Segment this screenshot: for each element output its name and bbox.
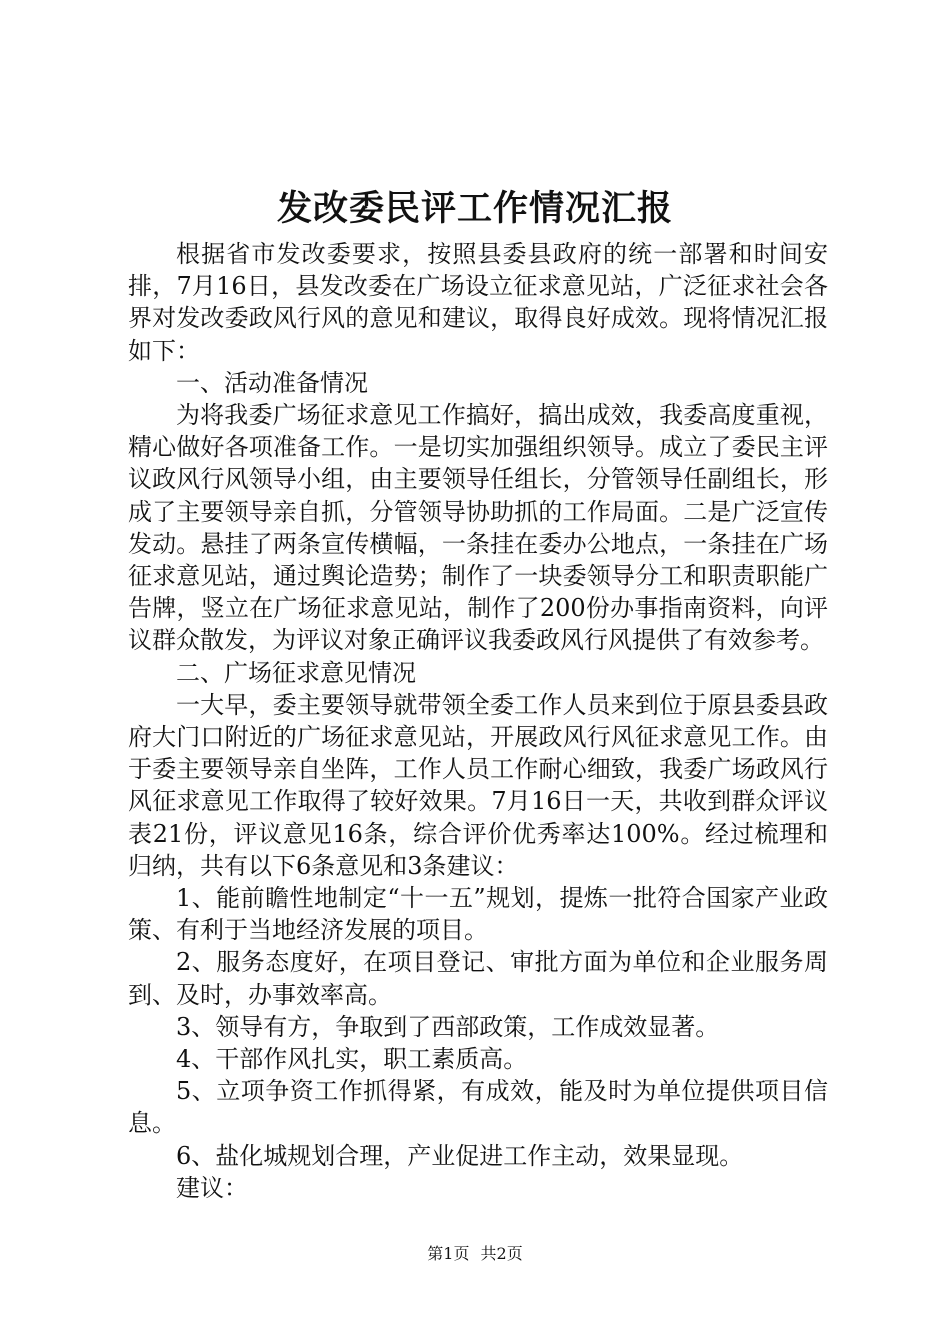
suggestions-heading: 建议： (176, 1173, 248, 1202)
section-heading-square-opinions: 二、广场征求意见情况 (176, 658, 416, 687)
opinion-item-6: 6、盐化城规划合理，产业促进工作主动，效果显现。 (176, 1141, 744, 1170)
square-opinions-paragraph: 一大早，委主要领导就带领全委工作人员来到位于原县委县政府大门口附近的广场征求意见站，开展政风行风征求意见工作。由于委主要领导亲自坐阵，工作人员工作耐心细致，我委广场政风行风征求意见工作取得了较好效果。7月16日一天，共收到群众评议表21份，评议意见16条，综合评价优秀率达100%。经过梳理和归纳，共有以下6条意见和3条建议： (128, 690, 828, 880)
opinion-item-2: 2、服务态度好，在项目登记、审批方面为单位和企业服务周到、及时，办事效率高。 (128, 948, 828, 1009)
page-number-total: 共2页 (480, 1244, 523, 1263)
section-heading-preparation: 一、活动准备情况 (176, 368, 368, 397)
opinion-item-5: 5、立项争资工作抓得紧，有成效，能及时为单位提供项目信息。 (128, 1077, 828, 1138)
opinion-item-1: 1、能前瞻性地制定“十一五”规划，提炼一批符合国家产业政策、有利于当地经济发展的项目。 (128, 884, 828, 945)
opinion-item-4: 4、干部作风扎实，职工素质高。 (176, 1045, 528, 1074)
page-footer (0, 1244, 950, 1264)
preparation-paragraph: 为将我委广场征求意见工作搞好，搞出成效，我委高度重视，精心做好各项准备工作。一是切实加强组织领导。成立了委民主评议政风行风领导小组，由主要领导任组长，分管领导任副组长，形成了主要领导亲自抓，分管领导协助抓的工作局面。二是广泛宣传发动。悬挂了两条宣传横幅，一条挂在委办公地点，一条挂在广场征求意见站，通过舆论造势；制作了一块委领导分工和职责职能广告牌，竖立在广场征求意见站，制作了200份办事指南资料，向评议群众散发，为评议对象正确评议我委政风行风提供了有效参考。 (128, 401, 828, 655)
opinion-item-3: 3、领导有方，争取到了西部政策，工作成效显著。 (176, 1012, 720, 1041)
page-number-current: 第1页 (427, 1244, 470, 1263)
document-title: 发改委民评工作情况汇报 (276, 188, 673, 229)
intro-paragraph: 根据省市发改委要求，按照县委县政府的统一部署和时间安排，7月16日，县发改委在广场设立征求意见站，广泛征求社会各界对发改委政风行风的意见和建议，取得良好成效。现将情况汇报如下： (128, 240, 828, 365)
document-body (128, 238, 828, 1204)
